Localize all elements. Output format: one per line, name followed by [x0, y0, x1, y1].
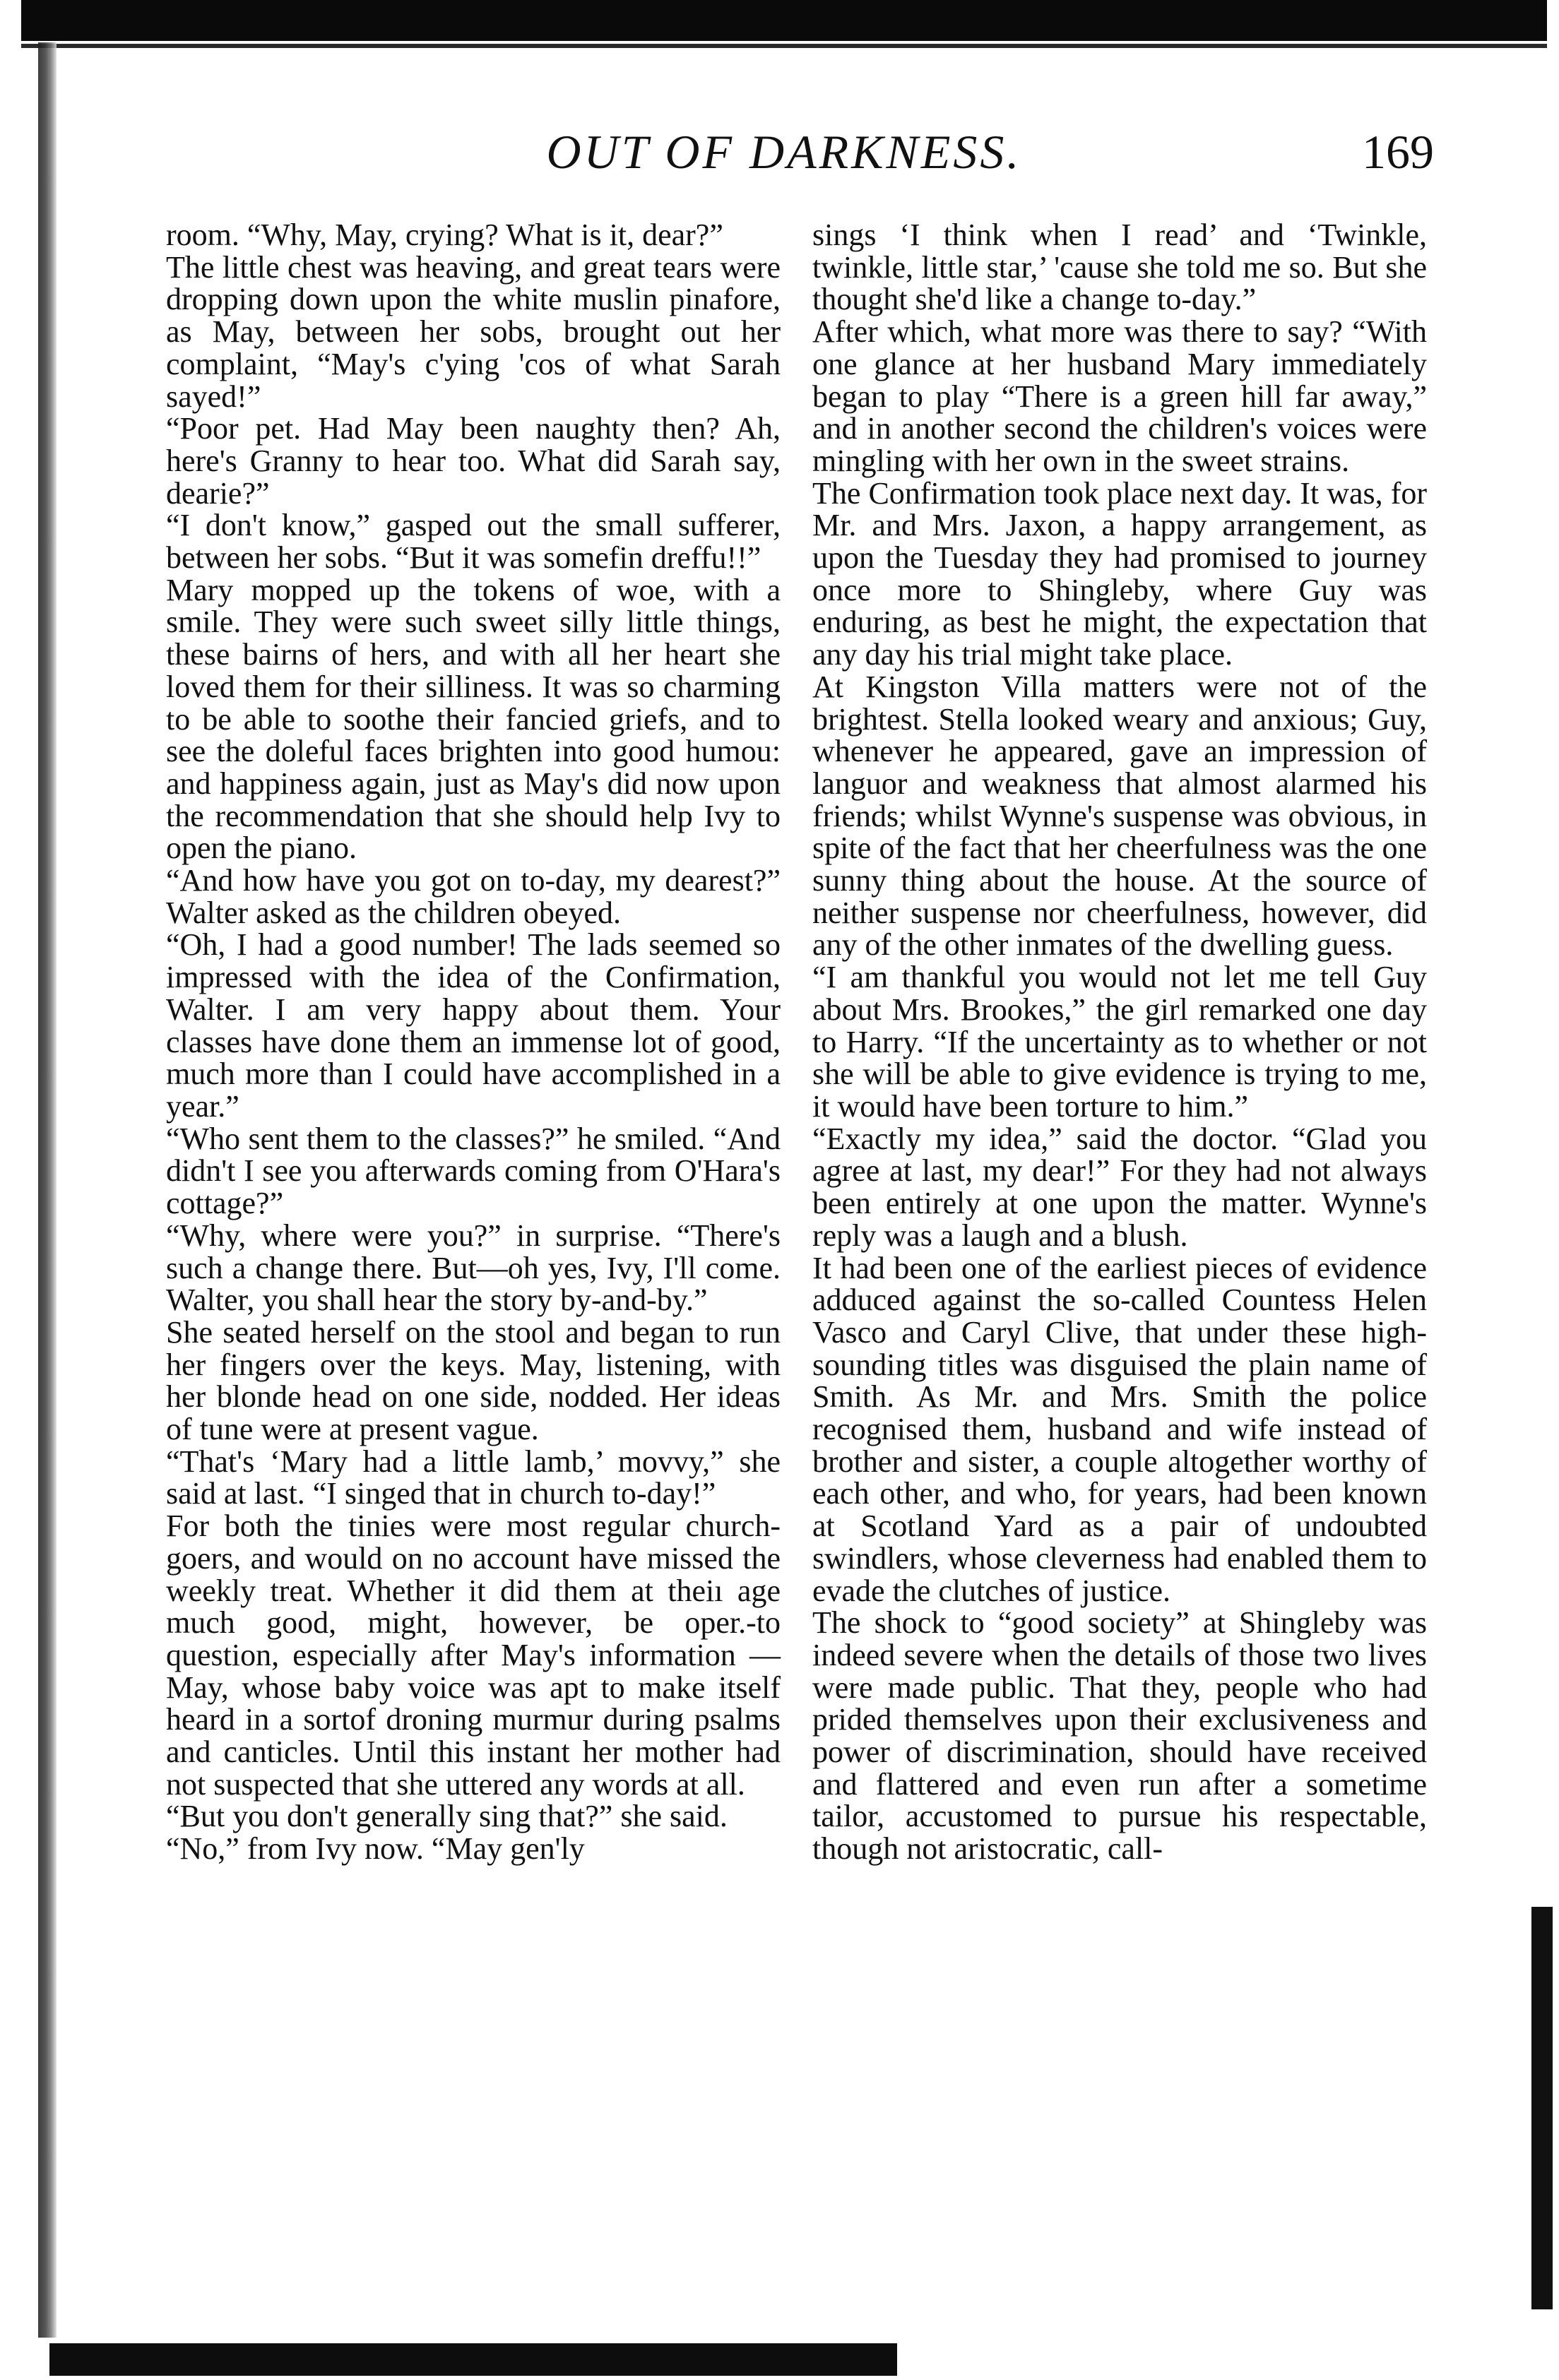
paragraph: “And how have you got on to-day, my dearest?” Walter asked as the children obeyed.	[166, 863, 781, 930]
paragraph: The shock to “good society” at Shingleby was indeed severe when the details of those two lives were made public. That they, people who had prided themselves upon their exclusiveness and power of discrimination, should have received and flattered and even run after a sometime tailor, accustomed to pursue his respectable, though not aristocratic, call-	[812, 1605, 1427, 1867]
page-number: 169	[1362, 125, 1434, 179]
paragraph: Mary mopped up the tokens of woe, with a smile. They were such sweet silly little things, these bairns of hers, and with all her heart she loved them for their silliness. It was so charming to be able to soothe their fancied griefs, and to see the doleful faces brighten into good humou: and happiness again, just as May's did now upon the recommendation that she should help Ivy to open the piano.	[166, 572, 781, 866]
top-scan-border	[21, 0, 1547, 41]
paragraph: “No,” from Ivy now. “May gen'ly	[166, 1831, 585, 1867]
paragraph: “Who sent them to the classes?” he smiled. “And didn't I see you afterwards coming from O'Hara's cottage?”	[166, 1121, 781, 1221]
paragraph: The Confirmation took place next day. It was, for Mr. and Mrs. Jaxon, a happy arrangement, as upon the Tuesday they had promised to journey once more to Shingleby, where Guy was enduring, as best he might, the expectation that any day his trial might take place.	[812, 475, 1427, 672]
paragraph: “Poor pet. Had May been naughty then? Ah, here's Granny to hear too. What did Sarah say, dearie?”	[166, 411, 781, 511]
paragraph: “That's ‘Mary had a little lamb,’ movvy,” she said at last. “I singed that in church to-day!”	[166, 1444, 781, 1511]
paragraph: After which, what more was there to say? “With one glance at her husband Mary immediately began to play “There is a green hill far away,” and in another second the children's voices were mingling with her own in the sweet strains.	[812, 314, 1427, 478]
paragraph: “But you don't generally sing that?” she said.	[166, 1799, 728, 1834]
right-column	[812, 219, 1427, 1865]
right-scan-shadow	[1531, 1907, 1553, 2309]
page-header	[0, 113, 1559, 191]
paragraph: The little chest was heaving, and great tears were dropping down upon the white muslin pinafore, as May, between her sobs, brought out her complaint, “May's c'ying 'cos of what Sarah sayed!”	[166, 249, 781, 414]
paragraph: At Kingston Villa matters were not of the brightest. Stella looked weary and anxious; Guy, whenever he appeared, gave an impression of languor and weakness that almost alarmed his friends; whilst Wynne's suspense was obvious, in spite of the fact that her cheerfulness was the one sunny thing about the house. At the source of neither suspense nor cheerfulness, however, did any of the other inmates of the dwelling guess.	[812, 669, 1427, 963]
bottom-scan-border	[49, 2343, 897, 2376]
paragraph: She seated herself on the stool and began to run her fingers over the keys. May, listening, with her blonde head on one side, nodded. Her ideas of tune were at present vague.	[166, 1314, 781, 1447]
paragraph: “Why, where were you?” in surprise. “There's such a change there. But—oh yes, Ivy, I'll come. Walter, you shall hear the story by-and-by.”	[166, 1218, 781, 1318]
top-rule-line	[21, 44, 1547, 48]
left-column	[166, 219, 781, 1865]
paragraph: “I don't know,” gasped out the small sufferer, between her sobs. “But it was somefin dreffu!!”	[166, 508, 781, 576]
paragraph: room. “Why, May, crying? What is it, dear?”	[166, 218, 723, 252]
paragraph: It had been one of the earliest pieces of evidence adduced against the so-called Countess Helen Vasco and Caryl Clive, that under these high-sounding titles was disguised the plain name of Smith. As Mr. and Mrs. Smith the police recognised them, husband and wife instead of brother and sister, a couple altogether worthy of each other, and who, for years, had been known at Scotland Yard as a pair of undoubted swindlers, whose cleverness had enabled them to evade the clutches of justice.	[812, 1250, 1427, 1608]
paragraph: For both the tinies were most regular church-goers, and would on no account have missed the weekly treat. Whether it did them at theiı age much good, might, however, be oper.-to question, especially after May's information — May, whose baby voice was apt to make itself heard in a sortof droning murmur during psalms and canticles. Until this instant her mother had not suspected that she uttered any words at all.	[166, 1509, 781, 1802]
running-title: OUT OF DARKNESS.	[546, 125, 1022, 179]
paragraph: “I am thankful you would not let me tell Guy about Mrs. Brookes,” the girl remarked one day to Harry. “If the uncertainty as to whether or not she will be able to give evidence is trying to me, it would have been torture to him.”	[812, 960, 1427, 1124]
left-scan-shadow	[38, 42, 57, 2338]
paragraph: sings ‘I think when I read’ and ‘Twinkle, twinkle, little star,’ 'cause she told me so. But she thought she'd like a change to-day.”	[812, 218, 1427, 317]
paragraph: “Exactly my idea,” said the doctor. “Glad you agree at last, my dear!” For they had not always been entirely at one upon the matter. Wynne's reply was a laugh and a blush.	[812, 1121, 1427, 1253]
paragraph: “Oh, I had a good number! The lads seemed so impressed with the idea of the Confirmation, Walter. I am very happy about them. Your classes have done them an immense lot of good, much more than I could have accomplished in a year.”	[166, 927, 781, 1124]
